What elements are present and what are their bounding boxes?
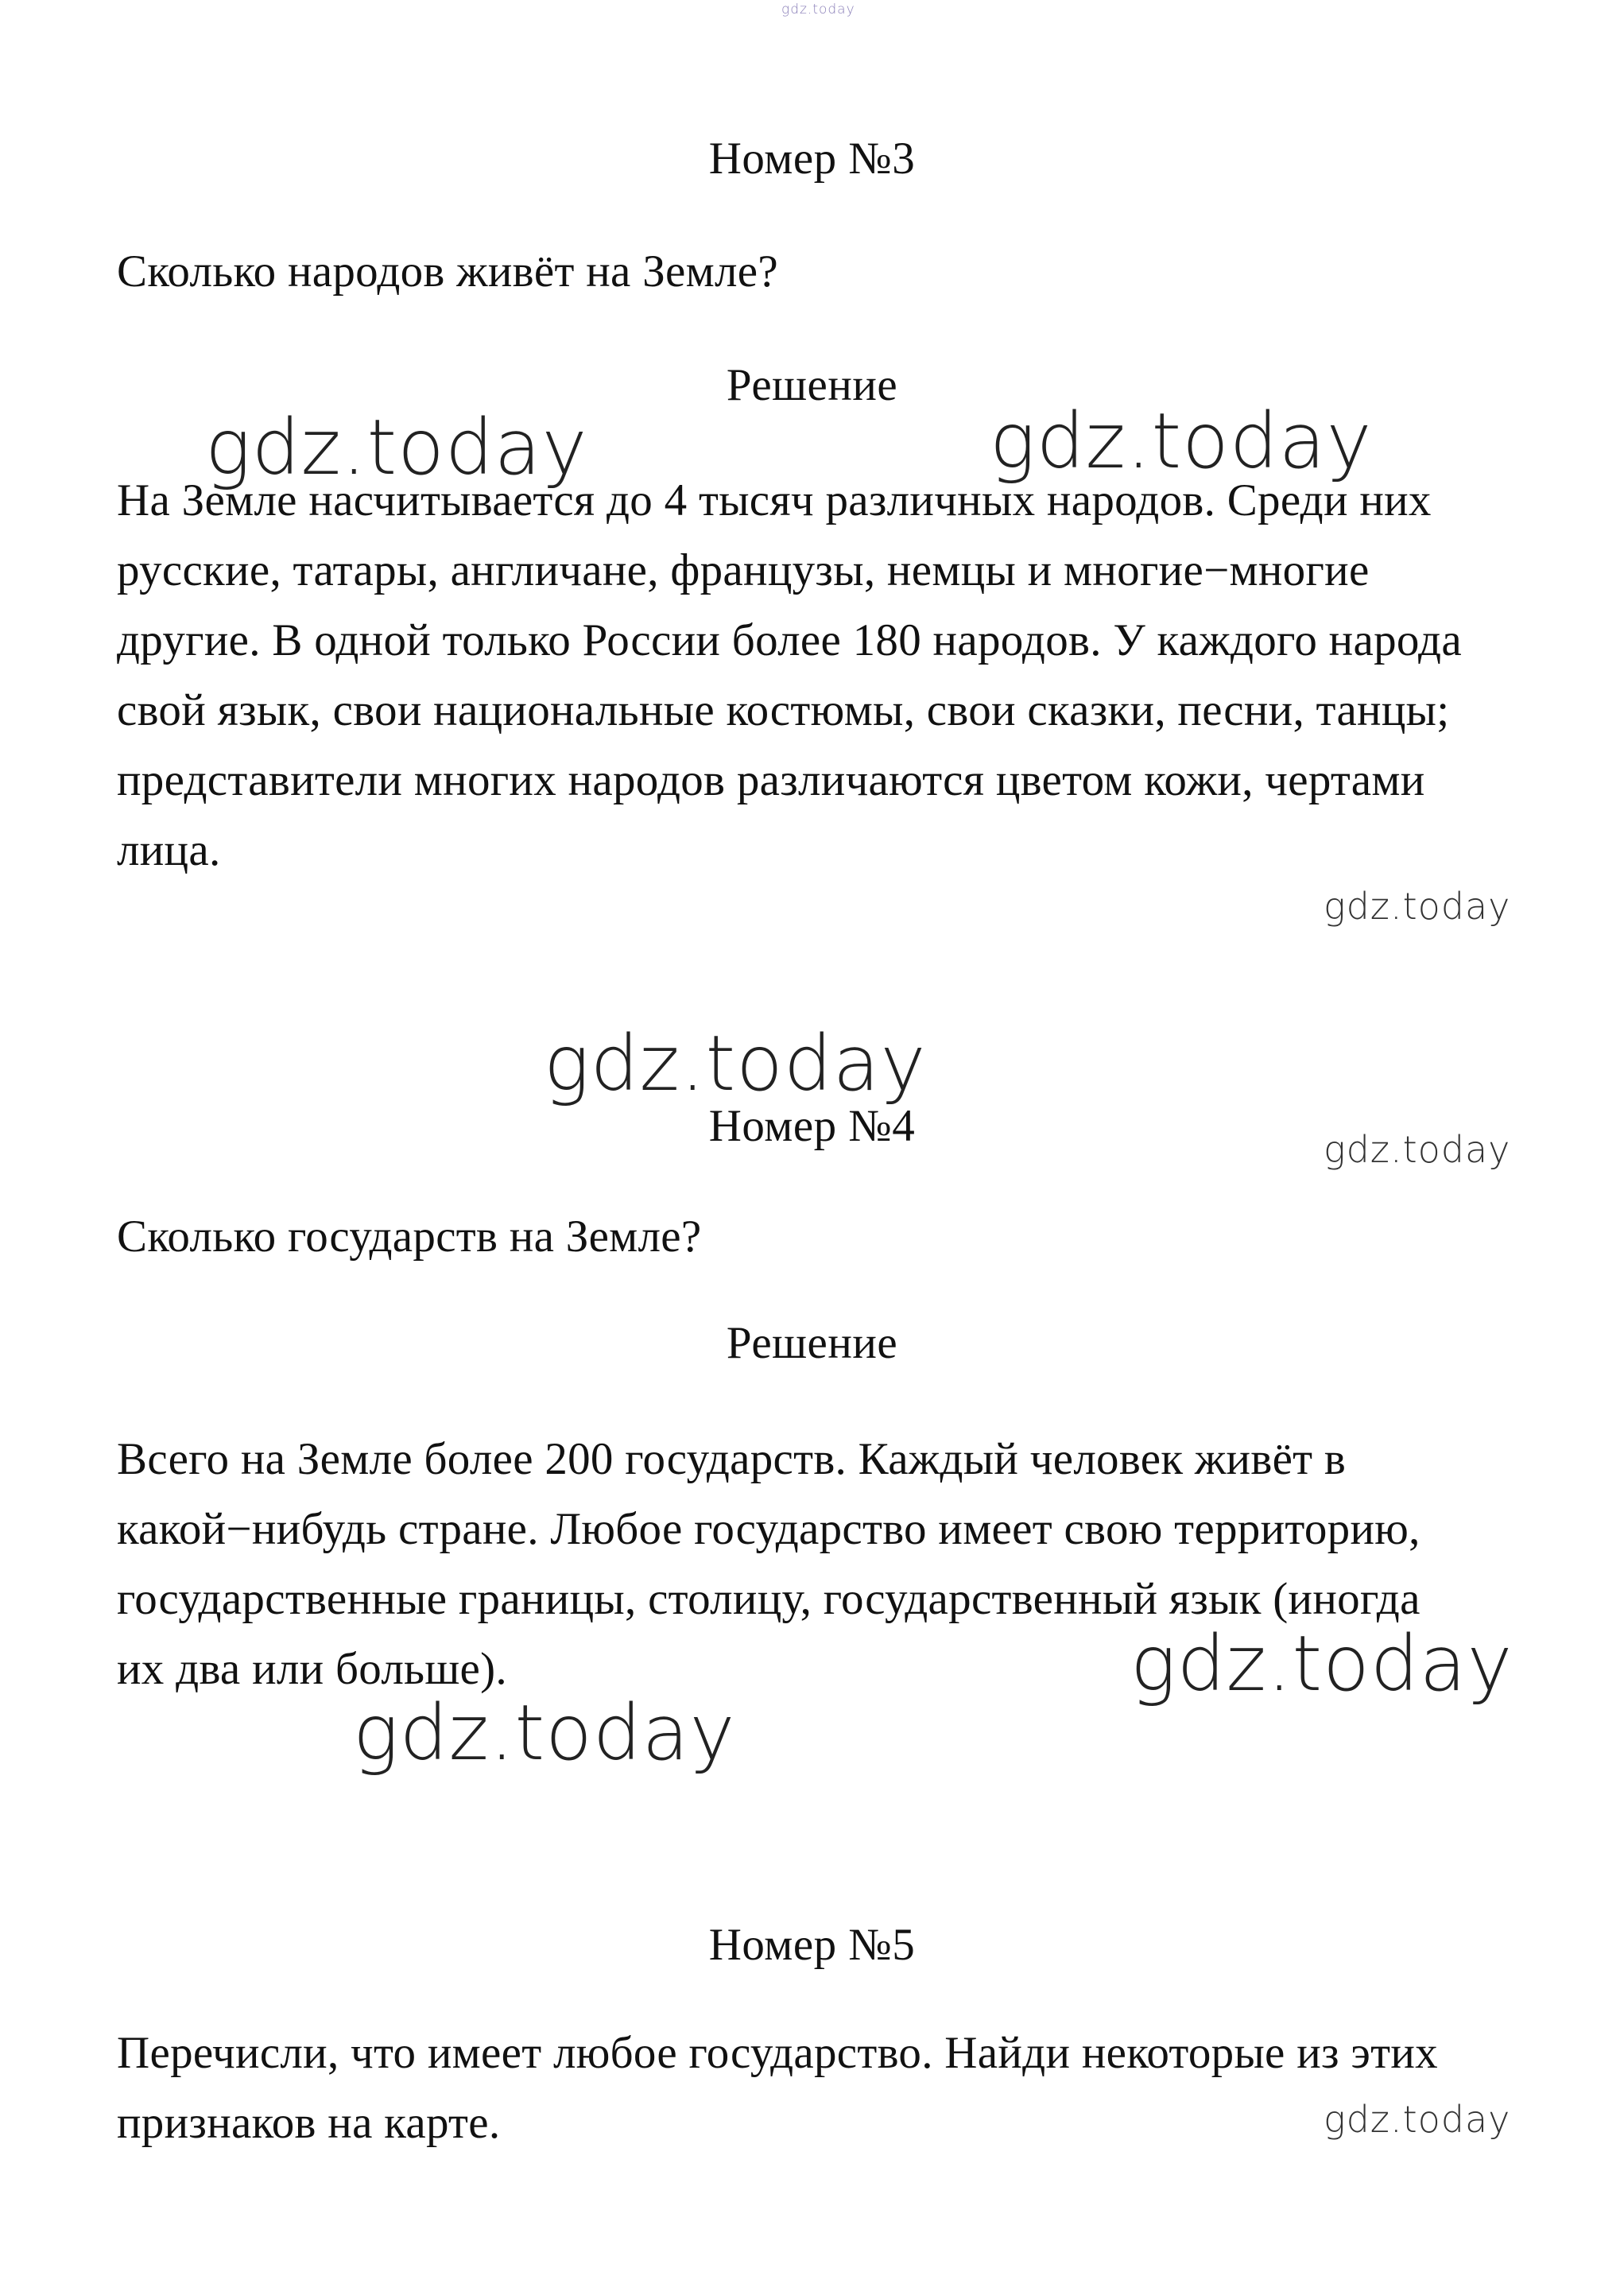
watermark: gdz.today [544,1019,927,1108]
section-3-solution-text [117,466,1548,886]
section-4-solution-label: Решение [726,1318,898,1368]
solution-line: другие. В одной только России более 180 народов. У каждого народа [117,615,1462,665]
watermark: gdz.today [1324,1128,1511,1171]
section-5-title: Номер №5 [708,1920,916,1970]
solution-line: На Земле насчитывается до 4 тысяч различных народов. Среди них [117,475,1432,525]
watermark: gdz.today [1324,885,1511,928]
section-3-title: Номер №3 [708,134,916,184]
solution-line: какой−нибудь стране. Любое государство имеет свою территорию, [117,1504,1421,1554]
watermark: gdz.today [1130,1619,1514,1708]
question-line: Сколько народов живёт на Земле? [117,246,778,297]
section-4-question [117,1202,1548,1272]
solution-line: лица. [117,825,221,875]
solution-line: Всего на Земле более 200 государств. Каждый человек живёт в [117,1434,1347,1484]
watermark: gdz.today [353,1688,736,1777]
solution-line: государственные границы, столицу, государственный язык (иногда [117,1574,1421,1624]
watermark: gdz.today [990,397,1373,486]
solution-line: русские, татары, англичане, французы, немцы и многие−многие [117,545,1370,595]
section-4-title: Номер №4 [708,1101,916,1151]
solution-line: представители многих народов различаются цветом кожи, чертами [117,755,1425,805]
section-3-solution-label: Решение [726,360,898,410]
watermark-top: gdz.today [781,2,855,17]
solution-line: свой язык, свои национальные костюмы, свои сказки, песни, танцы; [117,685,1450,735]
watermark: gdz.today [205,403,588,492]
question-line: Перечисли, что имеет любое государство. Найди некоторые из этих [117,2028,1438,2078]
solution-line: их два или больше). [117,1644,507,1694]
section-3-question [117,237,1548,307]
question-line: признаков на карте. [117,2098,501,2148]
watermark: gdz.today [1324,2098,1511,2141]
question-line: Сколько государств на Земле? [117,1211,702,1262]
